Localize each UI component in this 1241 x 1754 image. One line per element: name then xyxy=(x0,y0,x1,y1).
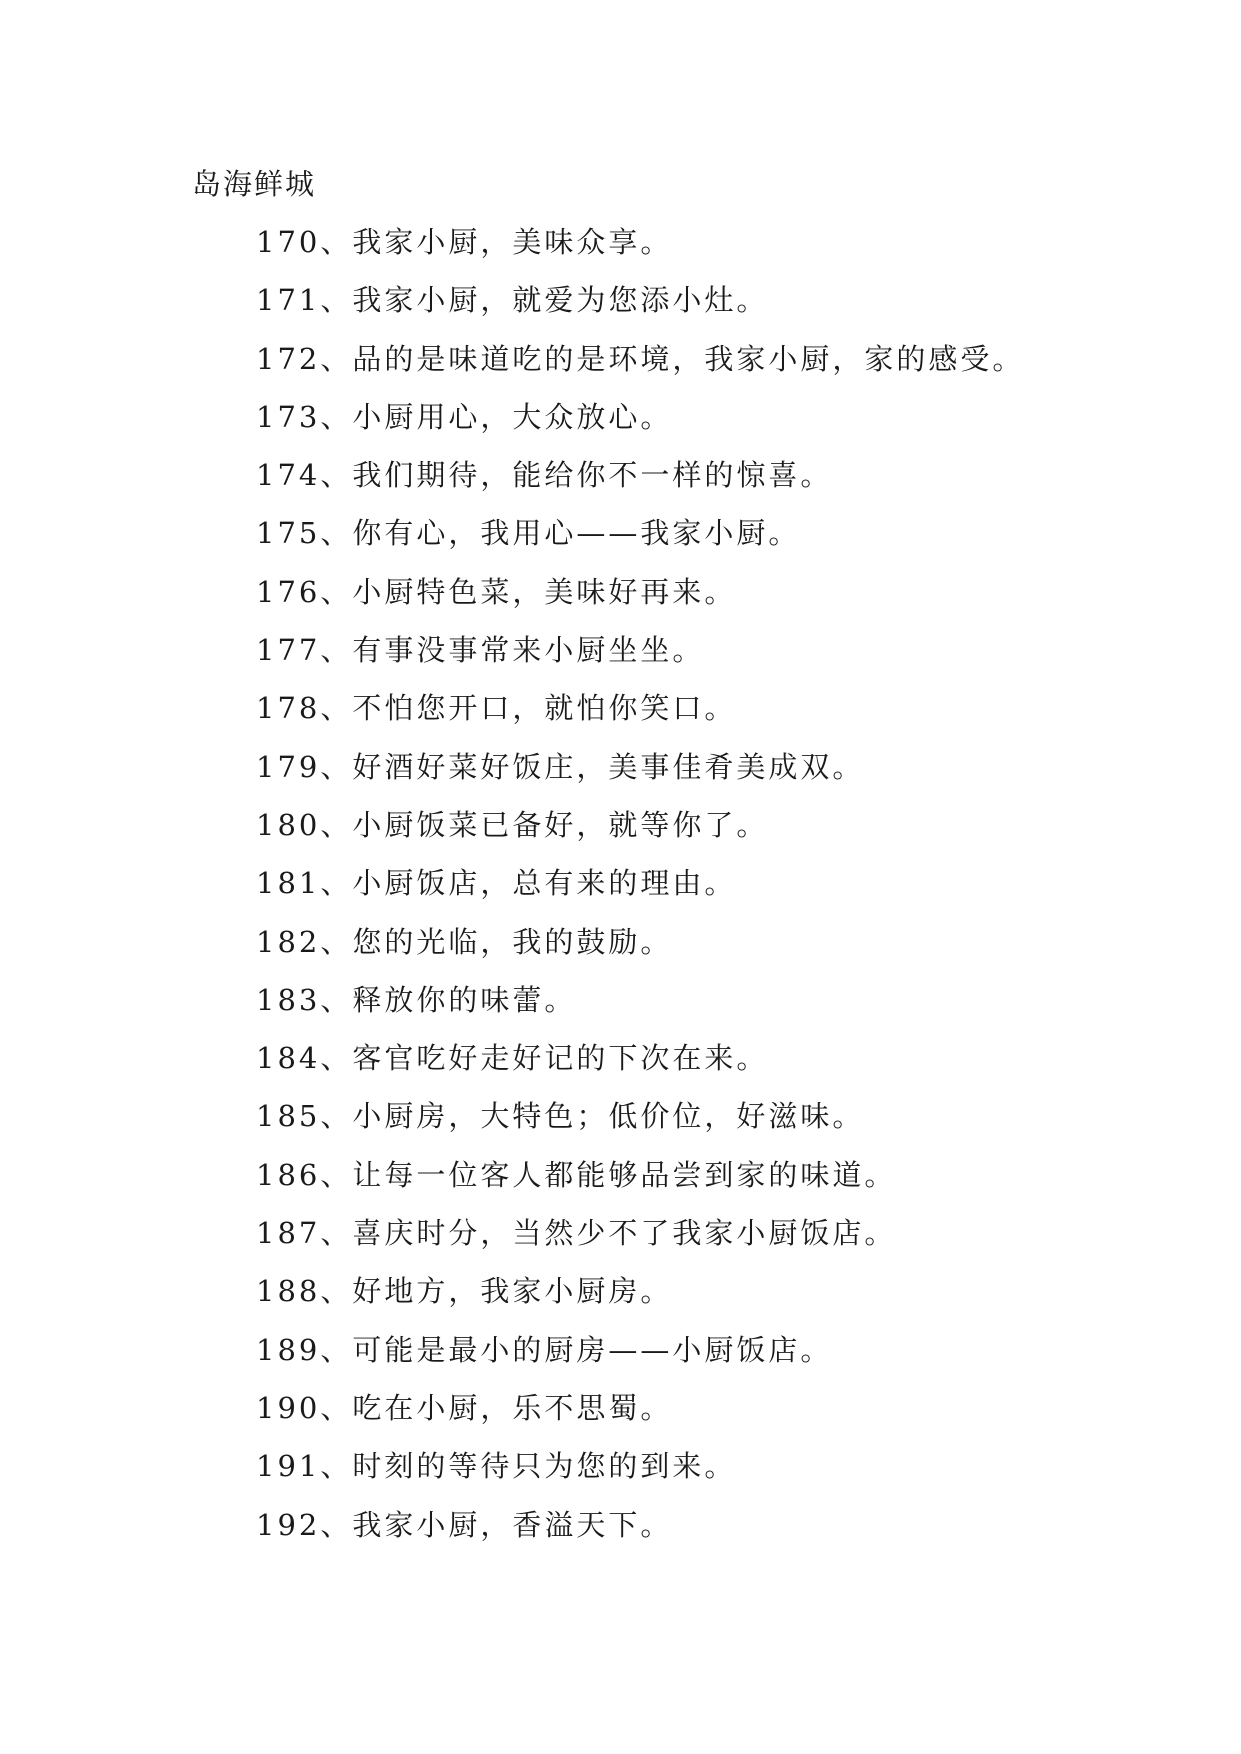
heading-text: 岛海鲜城 xyxy=(192,167,317,201)
list-item: 179、好酒好菜好饭庄，美事佳肴美成双。 xyxy=(256,749,865,784)
list-item: 172、品的是味道吃的是环境，我家小厨，家的感受。 xyxy=(256,341,1025,376)
list-item: 185、小厨房，大特色；低价位，好滋味。 xyxy=(256,1099,865,1134)
list-item: 177、有事没事常来小厨坐坐。 xyxy=(256,633,705,668)
list-item: 192、我家小厨，香溢天下。 xyxy=(256,1507,673,1542)
list-item: 173、小厨用心，大众放心。 xyxy=(256,399,673,434)
list-item: 191、时刻的等待只为您的到来。 xyxy=(256,1449,737,1484)
slogan-list xyxy=(256,222,1024,1563)
list-item: 183、释放你的味蕾。 xyxy=(256,982,577,1017)
list-item: 184、客官吃好走好记的下次在来。 xyxy=(256,1041,769,1076)
list-item: 190、吃在小厨，乐不思蜀。 xyxy=(256,1390,673,1425)
list-item: 176、小厨特色菜，美味好再来。 xyxy=(256,574,737,609)
list-item: 178、不怕您开口，就怕你笑口。 xyxy=(256,691,737,726)
list-item: 186、让每一位客人都能够品尝到家的味道。 xyxy=(256,1157,897,1192)
list-item: 182、您的光临，我的鼓励。 xyxy=(256,924,673,959)
list-item: 188、好地方，我家小厨房。 xyxy=(256,1274,673,1309)
list-item: 180、小厨饭菜已备好，就等你了。 xyxy=(256,807,769,842)
list-item: 170、我家小厨，美味众享。 xyxy=(256,225,673,259)
list-item: 187、喜庆时分，当然少不了我家小厨饭店。 xyxy=(256,1216,897,1251)
list-item: 175、你有心，我用心——我家小厨。 xyxy=(256,516,801,551)
list-item: 174、我们期待，能给你不一样的惊喜。 xyxy=(256,458,833,493)
list-item: 181、小厨饭店，总有来的理由。 xyxy=(256,866,737,901)
list-item: 189、可能是最小的厨房——小厨饭店。 xyxy=(256,1332,833,1367)
list-item: 171、我家小厨，就爱为您添小灶。 xyxy=(256,283,769,318)
